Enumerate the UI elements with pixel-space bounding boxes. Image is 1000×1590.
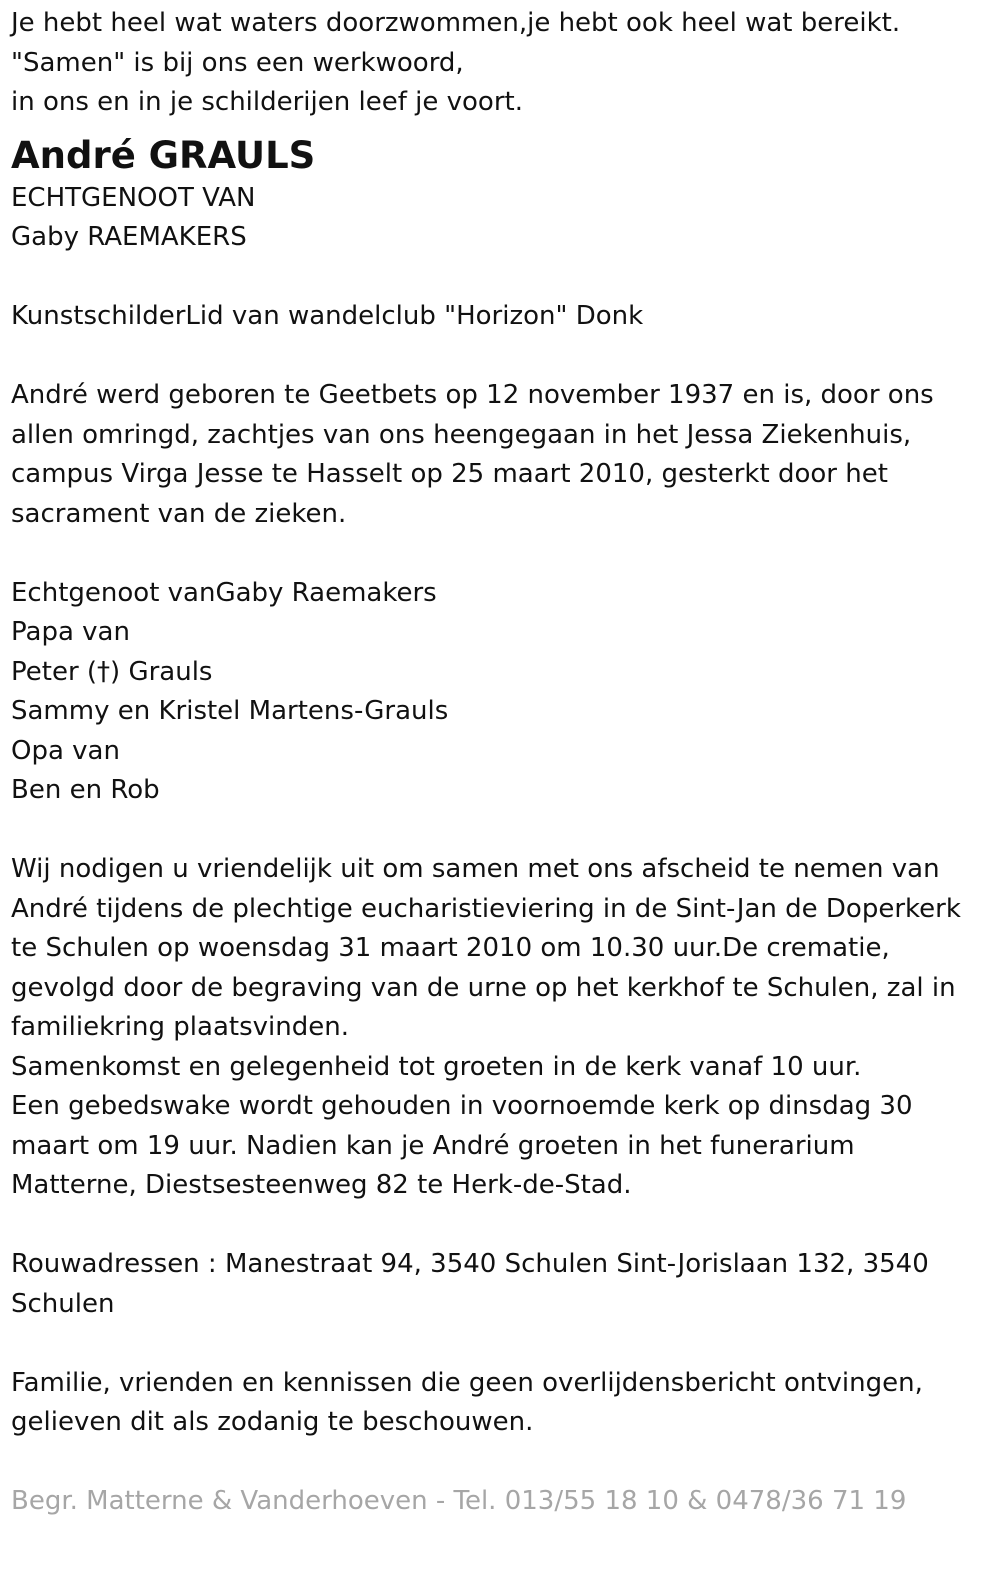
invitation-line: familiekring plaatsvinden.	[11, 1012, 349, 1042]
spacer	[11, 534, 1000, 574]
family-line: Sammy en Kristel Martens-Grauls	[11, 696, 449, 726]
invitation-line: te Schulen op woensdag 31 maart 2010 om 10.30 uur.De crematie,	[11, 933, 890, 963]
invitation-line: maart om 19 uur. Nadien kan je André groeten in het funerarium	[11, 1130, 855, 1161]
invitation-line: gevolgd door de begraving van de urne op het kerkhof te Schulen, zal in	[11, 972, 956, 1003]
spacer	[11, 811, 1000, 851]
family-line: Echtgenoot vanGaby Raemakers	[11, 577, 437, 608]
mourning-addresses	[11, 1245, 1000, 1324]
biography-line: sacrament van de zieken.	[11, 498, 347, 529]
poem	[11, 4, 1000, 123]
notice-line: gelieven dit als zodanig te beschouwen.	[11, 1407, 534, 1437]
spacer	[11, 1324, 1000, 1364]
address-line: Schulen	[11, 1288, 115, 1319]
spacer	[11, 337, 1000, 377]
invitation-line: André tijdens de plechtige eucharistieviering in de Sint-Jan de Doperkerk	[11, 893, 961, 924]
family-line: Opa van	[11, 735, 120, 766]
relation-label: ECHTGENOOT VAN	[11, 182, 256, 213]
biography	[11, 376, 1000, 534]
spouse-name: Gaby RAEMAKERS	[11, 222, 247, 252]
occupation: KunstschilderLid van wandelclub "Horizon" Donk	[11, 301, 644, 331]
poem-line: "Samen" is bij ons een werkwoord,	[11, 47, 464, 78]
funeral-home-footer: Begr. Matterne & Vanderhoeven - Tel. 013/55 18 10 & 0478/36 71 19	[11, 1486, 907, 1516]
family-line: Papa van	[11, 617, 130, 647]
invitation-line: Een gebedswake wordt gehouden in voornoemde kerk op dinsdag 30	[11, 1091, 913, 1121]
family-list	[11, 574, 1000, 811]
biography-line: allen omringd, zachtjes van ons heengegaan in het Jessa Ziekenhuis,	[11, 419, 912, 450]
deceased-name: André GRAULS	[11, 133, 316, 177]
family-line: Peter (†) Grauls	[11, 656, 213, 687]
address-line: Rouwadressen : Manestraat 94, 3540 Schulen Sint-Jorislaan 132, 3540	[11, 1249, 929, 1279]
biography-line: campus Virga Jesse te Hasselt op 25 maart 2010, gesterkt door het	[11, 459, 888, 489]
spacer	[11, 1443, 1000, 1483]
invitation-line: Samenkomst en gelegenheid tot groeten in de kerk vanaf 10 uur.	[11, 1051, 862, 1082]
poem-line: Je hebt heel wat waters doorzwommen,je hebt ook heel wat bereikt.	[11, 8, 901, 38]
family-line: Ben en Rob	[11, 775, 160, 805]
invitation-line: Matterne, Diestsesteenweg 82 te Herk-de-Stad.	[11, 1170, 632, 1200]
notice-line: Familie, vrienden en kennissen die geen overlijdensbericht ontvingen,	[11, 1367, 923, 1398]
invitation-line: Wij nodigen u vriendelijk uit om samen met ons afscheid te nemen van	[11, 854, 940, 884]
biography-line: André werd geboren te Geetbets op 12 november 1937 en is, door ons	[11, 380, 934, 410]
spacer	[11, 1206, 1000, 1246]
spacer	[11, 258, 1000, 298]
poem-line: in ons en in je schilderijen leef je voort.	[11, 87, 523, 117]
invitation	[11, 850, 1000, 1206]
notice	[11, 1364, 1000, 1443]
